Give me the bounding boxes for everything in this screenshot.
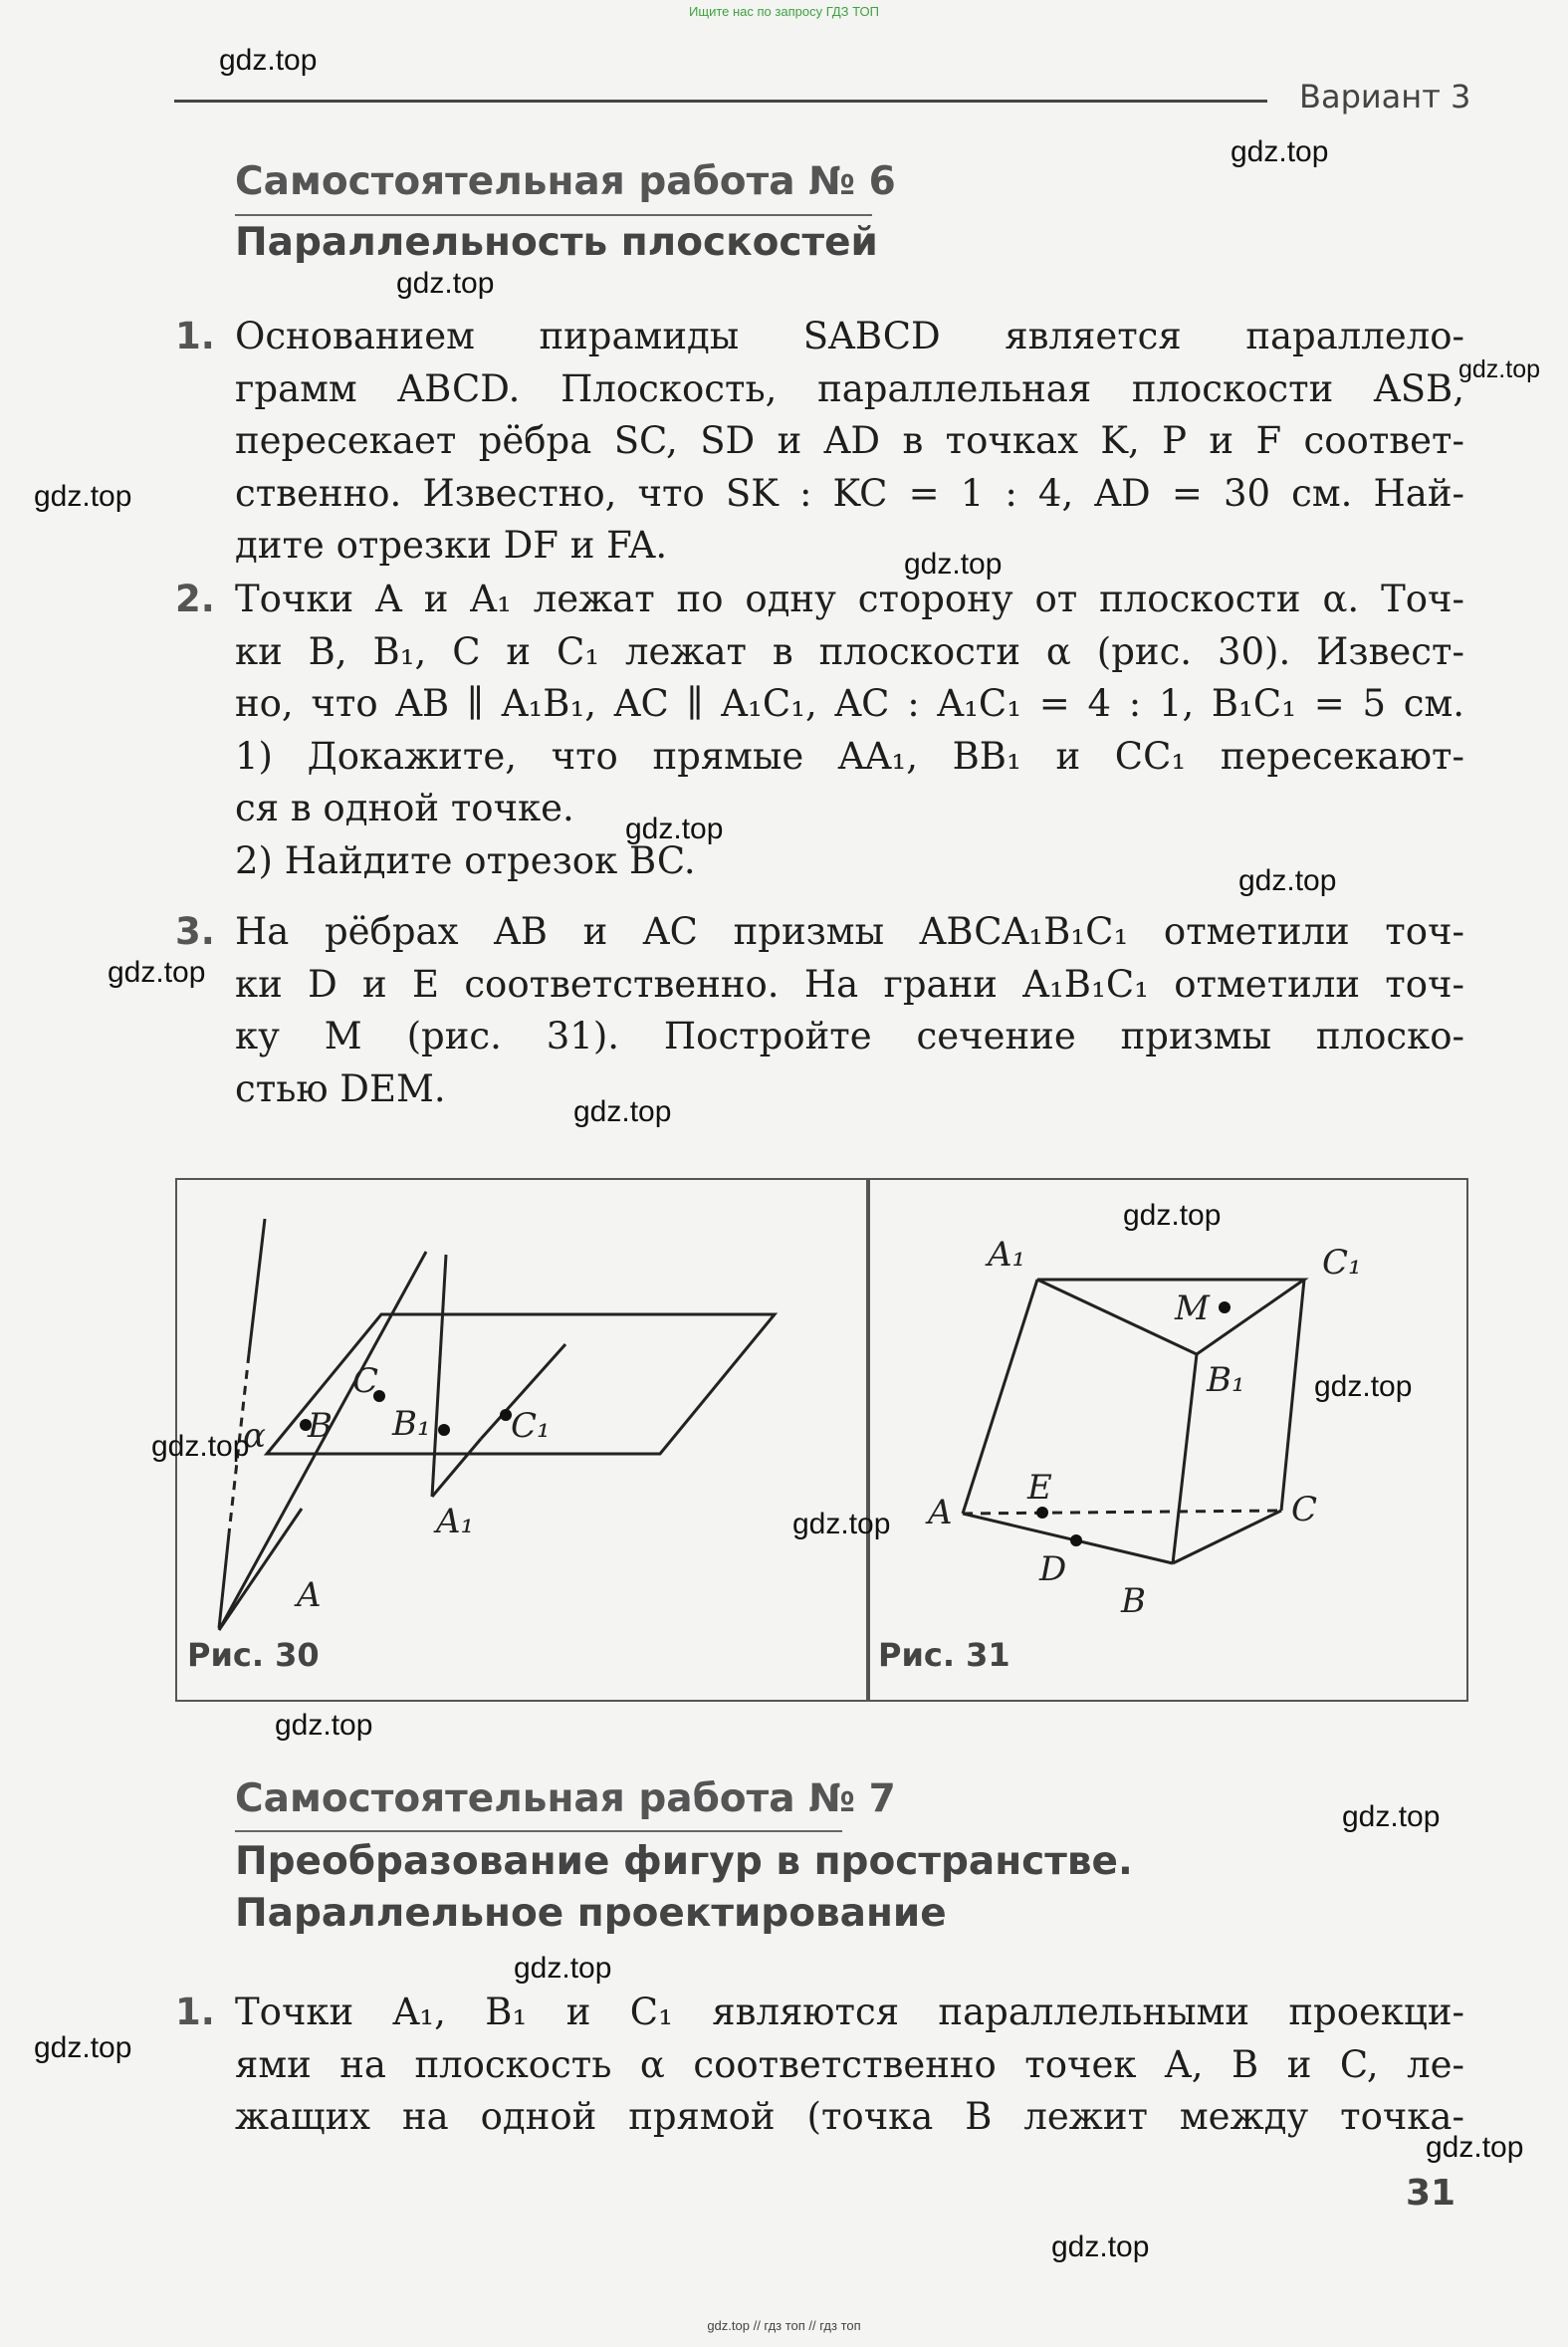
- watermark: gdz.top: [573, 1095, 672, 1128]
- edge-bb1: [1173, 1354, 1197, 1563]
- label-m: M: [1175, 1289, 1210, 1328]
- page-number: 31: [1406, 2173, 1456, 2214]
- line: ки D и E соответственно. На грани A₁B₁C₁ отметили точ-: [235, 962, 1464, 1006]
- section7-title: Самостоятельная работа № 7: [235, 1776, 896, 1821]
- section7-subtitle: [235, 1836, 1133, 1940]
- edge-ab: [963, 1514, 1173, 1563]
- subtitle-line: Преобразование фигур в пространстве.: [235, 1839, 1133, 1884]
- edge-aa1: [963, 1280, 1037, 1514]
- line: ку M (рис. 31). Постройте сечение призмы плоско-: [235, 1015, 1464, 1057]
- label-d: D: [1039, 1549, 1067, 1589]
- line-ac: [219, 1509, 302, 1630]
- edge-cc1: [1281, 1280, 1304, 1511]
- watermark: gdz.top: [34, 2031, 132, 2064]
- label-b1: B₁: [392, 1404, 431, 1444]
- watermark: gdz.top: [275, 1709, 373, 1742]
- line: 2) Найдите отрезок BC.: [235, 838, 696, 882]
- label-a1: A₁: [436, 1502, 475, 1541]
- line: ственно. Известно, что SK : KC = 1 : 4, AD = 30 см. Най-: [235, 471, 1464, 515]
- line: Точки A₁, B₁ и C₁ являются параллельными проекци-: [235, 1991, 1464, 2033]
- search-hint: Ищите нас по запросу ГДЗ ТОП: [689, 4, 879, 19]
- line: но, что AB ∥ A₁B₁, AC ∥ A₁C₁, AC : A₁C₁ = 4 : 1, B₁C₁ = 5 см.: [235, 682, 1464, 725]
- watermark: gdz.top: [151, 1430, 250, 1463]
- label-a: A: [928, 1493, 953, 1532]
- line: ями на плоскость α соответственно точек A, B и C, ле-: [235, 2042, 1464, 2086]
- footer-note: gdz.top // гдз топ // гдз топ: [707, 2318, 861, 2333]
- line: пересекает рёбра SC, SD и AD в точках K, P и F соответ-: [235, 419, 1464, 462]
- line: грамм ABCD. Плоскость, параллельная плоскости ASB,: [235, 366, 1464, 410]
- s7-problem1-text: [235, 1987, 1464, 2144]
- s7-problem1-number: 1.: [175, 1991, 215, 2033]
- section7-title-rule: [235, 1830, 842, 1832]
- s6-problem3-number: 3.: [175, 910, 215, 953]
- label-alpha: α: [243, 1416, 266, 1456]
- watermark: gdz.top: [108, 956, 206, 989]
- watermark: gdz.top: [514, 1952, 612, 1985]
- label-c1: C₁: [1322, 1243, 1362, 1283]
- watermark: gdz.top: [1314, 1370, 1413, 1403]
- point-b1: [438, 1424, 450, 1436]
- variant-label: Вариант 3: [1299, 78, 1471, 116]
- line-a1c1: [432, 1439, 481, 1497]
- s6-problem1-number: 1.: [175, 315, 215, 357]
- watermark: gdz.top: [1426, 2131, 1524, 2164]
- s6-problem2-text: [235, 574, 1464, 887]
- figure-30: [175, 1178, 870, 1702]
- label-c1: C₁: [511, 1406, 551, 1446]
- line: Точки A и A₁ лежат по одну сторону от плоскости α. Точ-: [235, 578, 1464, 620]
- line: Основанием пирамиды SABCD является параллело-: [235, 315, 1464, 357]
- label-c: C: [352, 1361, 379, 1401]
- figure-30-drawing: [177, 1180, 868, 1700]
- watermark: gdz.top: [625, 813, 724, 845]
- s6-problem3-text: [235, 906, 1464, 1115]
- watermark: gdz.top: [396, 267, 495, 300]
- point-e: [1036, 1507, 1048, 1519]
- subtitle-line: Параллельное проектирование: [235, 1891, 947, 1936]
- watermark: gdz.top: [1231, 135, 1329, 168]
- line: 1) Докажите, что прямые AA₁, BB₁ и CC₁ пересекают-: [235, 734, 1464, 778]
- watermark: gdz.top: [1458, 355, 1541, 383]
- line: дите отрезки DF и FA.: [235, 524, 668, 567]
- figure-31-caption: Рис. 31: [878, 1636, 1010, 1674]
- edge-bc: [1173, 1511, 1281, 1563]
- label-a1: A₁: [988, 1235, 1026, 1275]
- watermark: gdz.top: [34, 480, 132, 513]
- face-a1b1c1: [1037, 1280, 1304, 1354]
- label-e: E: [1027, 1468, 1052, 1508]
- section6-subtitle: Параллельность плоскостей: [235, 220, 878, 265]
- line: жащих на одной прямой (точка B лежит между точка-: [235, 2095, 1464, 2138]
- label-a: A: [297, 1575, 322, 1615]
- figure-30-caption: Рис. 30: [187, 1636, 320, 1674]
- watermark: gdz.top: [1123, 1199, 1222, 1232]
- watermark: gdz.top: [219, 44, 318, 77]
- watermark: gdz.top: [904, 548, 1003, 581]
- header-rule: [174, 100, 1267, 103]
- point-d: [1070, 1534, 1082, 1546]
- point-m: [1219, 1301, 1231, 1313]
- line-a1b1: [432, 1255, 446, 1497]
- s6-problem2-number: 2.: [175, 578, 215, 620]
- watermark: gdz.top: [792, 1508, 891, 1540]
- label-b: B: [308, 1406, 333, 1446]
- edge-ac-hidden: [963, 1511, 1281, 1514]
- watermark: gdz.top: [1342, 1800, 1441, 1833]
- line-bb1-upper: [249, 1219, 265, 1354]
- watermark: gdz.top: [1238, 864, 1337, 897]
- label-b: B: [1121, 1581, 1146, 1621]
- label-b1: B₁: [1207, 1360, 1245, 1400]
- watermark: gdz.top: [1051, 2230, 1150, 2263]
- s6-problem1-text: [235, 311, 1464, 573]
- section6-title: Самостоятельная работа № 6: [235, 159, 896, 204]
- label-c: C: [1291, 1490, 1318, 1529]
- line: стью DEM.: [235, 1066, 446, 1110]
- section6-title-rule: [235, 214, 872, 216]
- figure-31-drawing: [868, 1180, 1466, 1700]
- line: ки B, B₁, C и C₁ лежат в плоскости α (рис. 30). Извест-: [235, 629, 1464, 673]
- figure-31: [866, 1178, 1468, 1702]
- line: ся в одной точке.: [235, 787, 574, 829]
- line: На рёбрах AB и AC призмы ABCA₁B₁C₁ отметили точ-: [235, 910, 1464, 953]
